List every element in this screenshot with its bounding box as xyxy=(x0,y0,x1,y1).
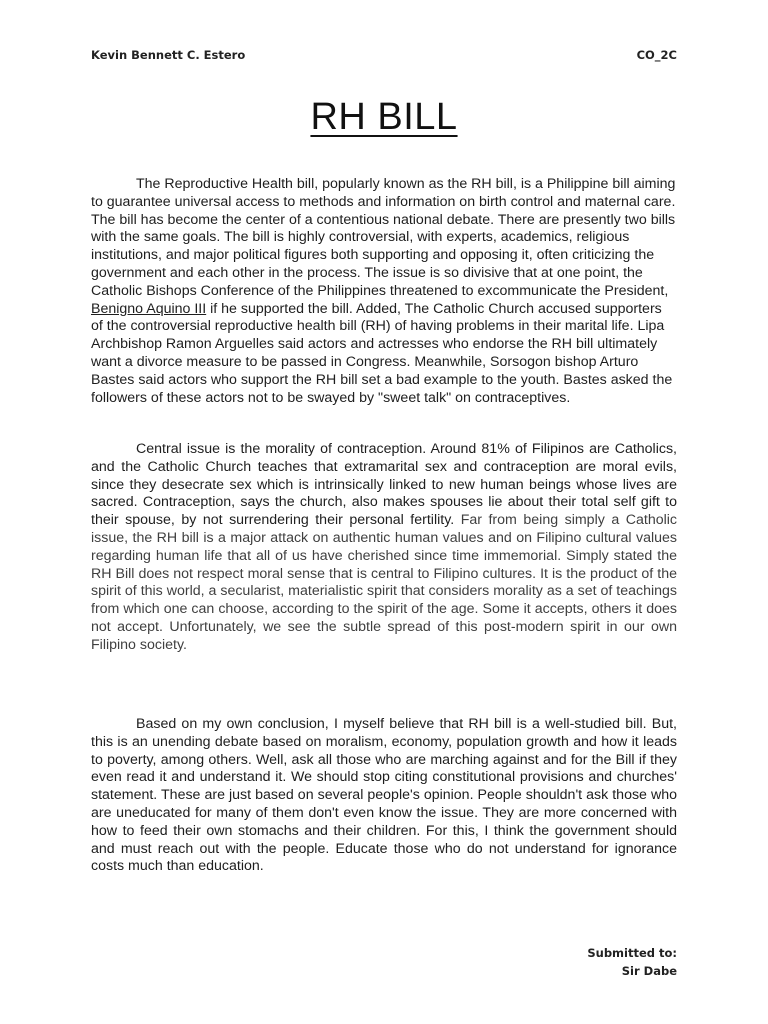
quoted-text: Far from being simply a Catholic issue, the RH bill is a major attack on authentic human values and on Filipino cultural values regarding human life that all of us have cherished since time immemorial. Simply stated the RH Bill does not respect moral sense that is central to Filipino cultures. It is the product of the spirit of this world, a secularist, materialistic spirit that considers morality as a set of teachings from which one can choose, according to the spirit of the age. Some it accepts, others it does not accept. Unfortunately, we see the subtle spread of this post-modern spirit in our own Filipino society. xyxy=(91,512,677,653)
paragraph-text: Central issue is the morality of contraception. Around 81% of Filipinos are Catholics, and the Catholic Church teaches that extramarital sex and contraception are moral evils, since they desecrate sex which is intrinsically linked to new human beings whose lives are sacred. Contraception, says the church, also makes spouses lie about their total self gift to their spouse, by not surrendering their personal fertility. xyxy=(91,441,677,529)
submitted-to-label: Submitted to: xyxy=(587,946,677,960)
page-header xyxy=(91,48,677,64)
paragraph-text: if he supported the bill. Added, The Catholic Church accused supporters of the controversial reproductive health bill (RH) of having problems in their marital life. Lipa Archbishop Ramon Arguelles said actors and actresses who endorse the RH bill ultimately want a divorce measure to be passed in Congress. Meanwhile, Sorsogon bishop Arturo Bastes said actors who support the RH bill set a bad example to the youth. Bastes asked the followers of these actors not to be swayed by "sweet talk" on contraceptives. xyxy=(91,300,673,406)
paragraph-conclusion xyxy=(91,716,677,876)
paragraph-text: Based on my own conclusion, I myself believe that RH bill is a well-studied bill. But, this is an unending debate based on moralism, economy, population growth and how it leads to poverty, among others. Well, ask all those who are marching against and for the Bill if they even read it and understand it. We should stop citing constitutional provisions and churches' statement. These are just based on several people's opinion. People shouldn't ask those who are uneducated for many of them don't even know the issue. They are more concerned with how to feed their own stomachs and their children. For this, I think the government should and must reach out with the people. Educate those who do not understand for ignorance costs much than education. xyxy=(91,716,677,875)
recipient-name: Sir Dabe xyxy=(621,964,677,978)
author-name: Kevin Bennett C. Estero xyxy=(91,48,246,62)
submission-block xyxy=(587,944,677,980)
paragraph-morality xyxy=(91,441,677,655)
paragraph-text: The Reproductive Health bill, popularly known as the RH bill, is a Philippine bill aiming to guarantee universal access to methods and information on birth control and maternal care. The bill has become the center of a contentious national debate. There are presently two bills with the same goals. The bill is highly controversial, with experts, academics, religious institutions, and major political figures both supporting and opposing it, often criticizing the government and each other in the process. The issue is so divisive that at one point, the Catholic Bishops Conference of the Philippines threatened to excommunicate the President, xyxy=(91,176,676,299)
document-title: RH BILL xyxy=(310,96,458,138)
benigno-aquino-link[interactable]: Benigno Aquino III xyxy=(91,300,207,317)
section-code: CO_2C xyxy=(636,48,677,62)
paragraph-introduction xyxy=(91,176,677,407)
